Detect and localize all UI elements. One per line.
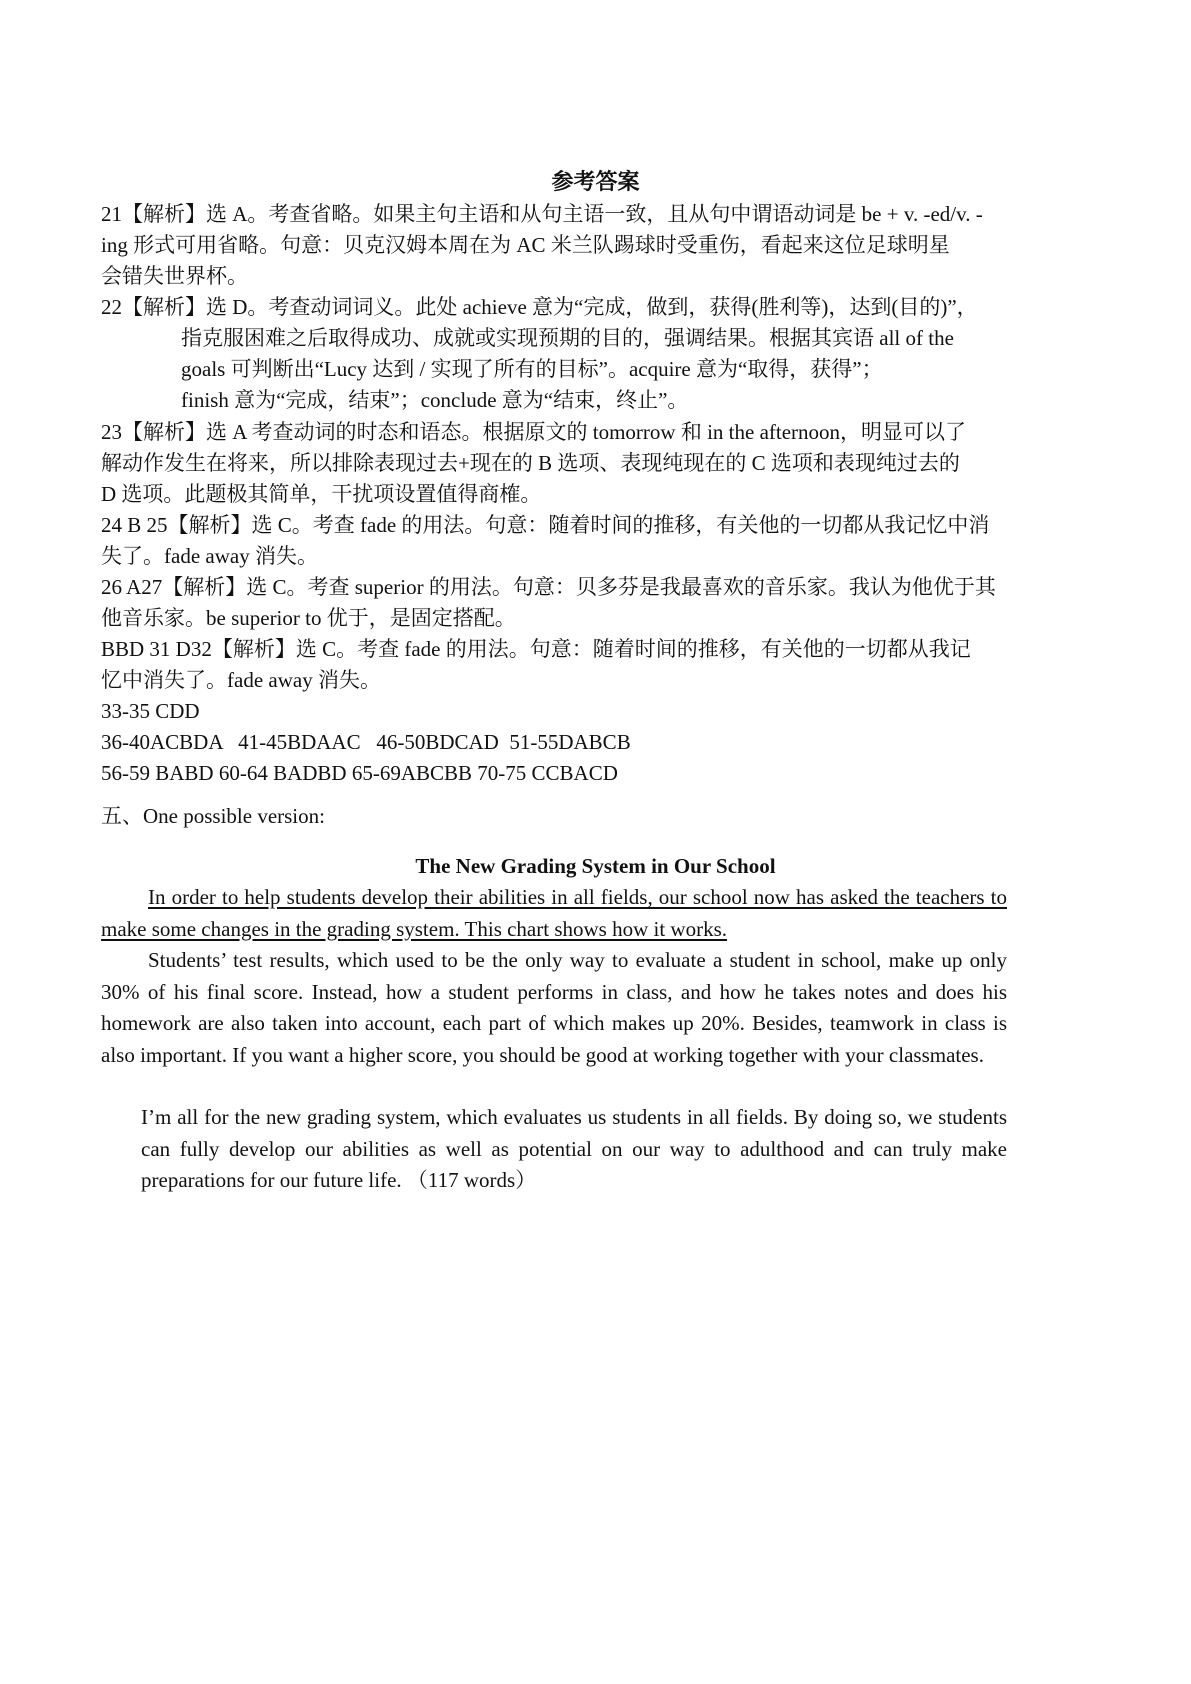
q22-line-1: 22【解析】选 D。考查动词词义。此处 achieve 意为“完成，做到，获得(胜利等)，达到(目的)”， [101, 295, 978, 319]
q24-line-2: 失了。fade away 消失。 [101, 544, 318, 568]
q21-line-3: 会错失世界杯。 [101, 264, 248, 288]
essay-paragraph-1 [101, 882, 1007, 945]
q21-line-1: 21【解析】选 A。考查省略。如果主句主语和从句主语一致，且从句中谓语动词是 be + v. -ed/v. - [101, 202, 983, 226]
answers-line-1: 33-35 CDD [101, 699, 200, 723]
q22-line-2: 指克服困难之后取得成功、成就或实现预期的目的，强调结果。根据其宾语 all of the [181, 326, 954, 350]
q22-line-4: finish 意为“完成，结束”；conclude 意为“结束，终止”。 [181, 388, 689, 412]
essay-title: The New Grading System in Our School [415, 854, 776, 878]
q23-line-3: D 选项。此题极其简单，干扰项设置值得商榷。 [101, 482, 542, 506]
section-five-heading: 五、One possible version: [101, 804, 325, 828]
essay-paragraph-3: I’m all for the new grading system, which evaluates us students in all fields. By doing so, we students can fully develop our abilities as well as potential on our way to adulthood and can truly make preparations for our future life. （117 words） [141, 1105, 1007, 1192]
q26-line-1: 26 A27【解析】选 C。考查 superior 的用法。句意：贝多芬是我最喜欢的音乐家。我认为他优于其 [101, 575, 996, 599]
page-title: 参考答案 [551, 169, 640, 194]
q23-line-2: 解动作发生在将来，所以排除表现过去+现在的 B 选项、表现纯现在的 C 选项和表现纯过去的 [101, 451, 960, 475]
answers-line-2: 36-40ACBDA 41-45BDAAC 46-50BDCAD 51-55DABCB [101, 730, 631, 754]
q22-line-3: goals 可判断出“Lucy 达到 / 实现了所有的目标”。acquire 意为“取得，获得”； [181, 357, 883, 381]
essay-paragraph-2: Students’ test results, which used to be the only way to evaluate a student in school, make up only 30% of his final score. Instead, how a student performs in class, and how he takes notes and does his homework are also taken into account, each part of which makes up 20%. Besides, teamwork in class is also important. If you want a higher score, you should be good at working together with your classmates. [101, 948, 1007, 1067]
answers-line-3: 56-59 BABD 60-64 BADBD 65-69ABCBB 70-75 CCBACD [101, 761, 618, 785]
essay-paragraph-1-text: In order to help students develop their abilities in all fields, our school now has asked the teachers to make some changes in the grading system. This chart shows how it works. [101, 885, 1007, 941]
q28-line-2: 忆中消失了。fade away 消失。 [101, 668, 381, 692]
q26-line-2: 他音乐家。be superior to 优于，是固定搭配。 [101, 606, 516, 630]
q21-line-2: ing 形式可用省略。句意：贝克汉姆本周在为 AC 米兰队踢球时受重伤，看起来这位足球明星 [101, 233, 950, 257]
q28-line-1: BBD 31 D32【解析】选 C。考查 fade 的用法。句意：随着时间的推移，有关他的一切都从我记 [101, 637, 971, 661]
q24-line-1: 24 B 25【解析】选 C。考查 fade 的用法。句意：随着时间的推移，有关他的一切都从我记忆中消 [101, 513, 990, 537]
q23-line-1: 23【解析】选 A 考查动词的时态和语态。根据原文的 tomorrow 和 in the afternoon，明显可以了 [101, 420, 967, 444]
